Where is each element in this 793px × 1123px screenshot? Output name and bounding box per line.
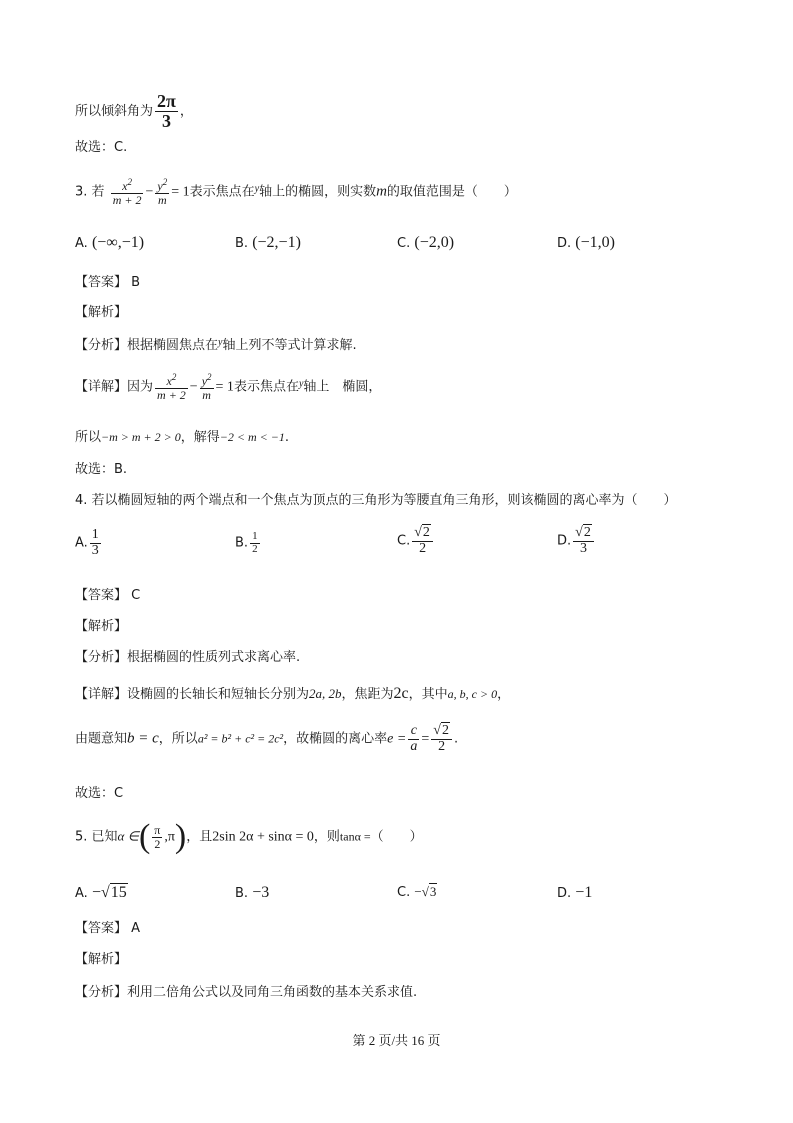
option-den: 2 <box>252 542 258 555</box>
option-value: (−1,0) <box>575 234 615 251</box>
q3-var-m: m <box>376 183 387 200</box>
q3-text1: 表示焦点在 <box>189 184 255 200</box>
l2-math3: e = <box>387 731 407 747</box>
q5-fenxi <box>75 986 417 999</box>
option-label: A. <box>75 236 88 251</box>
q3-so-line <box>75 431 289 444</box>
q3-f1-num: x <box>122 179 128 193</box>
option-minus: − <box>91 884 101 901</box>
q3-var-y: y <box>254 183 260 195</box>
q5-option-b <box>235 884 269 902</box>
page-footer: 第 2 页/共 16 页 <box>352 1033 441 1048</box>
l2-math1: b = c <box>127 730 159 747</box>
q5-math3: tanα = <box>339 829 371 844</box>
q3-fraction-y <box>155 178 169 206</box>
q4-select: 故选：C <box>75 786 124 801</box>
option-label: A. <box>75 535 88 551</box>
fenxi-text: 利用二倍角公式以及同角三角函数的基本关系求值. <box>127 985 418 1000</box>
l2-text3: ，故椭圆的离心率 <box>283 731 388 747</box>
option-den: 3 <box>580 540 587 556</box>
option-value: −1 <box>575 884 593 901</box>
q5-answer <box>75 922 140 935</box>
q5-math1: α ∈ <box>117 828 139 844</box>
detail-var: y <box>298 378 304 390</box>
detail-f2-den: m <box>202 387 211 402</box>
q5-option-c: C. −√3 <box>397 884 437 900</box>
detail-text2: 表示焦点在 <box>233 379 299 395</box>
so-math2: −2 < m < −1 <box>219 430 285 444</box>
q4-analysis-tag: 【解析】 <box>75 619 128 634</box>
frac-numerator: 2π <box>157 91 176 111</box>
option-radicand: 3 <box>429 884 437 899</box>
q5-analysis-tag: 【解析】 <box>75 952 128 967</box>
q4-detail-line2 <box>75 724 458 754</box>
q4-fenxi <box>75 651 300 664</box>
q5-math2: 2sin 2α + sinα = 0 <box>212 829 314 845</box>
q5-text1: ，且 <box>186 829 213 845</box>
answer-value: B <box>131 275 141 290</box>
answer-tag: 【答案】 <box>75 588 128 603</box>
q3-eq: = 1 <box>171 184 190 200</box>
so-text: 所以 <box>75 430 102 445</box>
fenxi-text: 根据椭圆的性质列式求离心率. <box>127 650 301 665</box>
q3-option-b <box>235 234 301 252</box>
q3-option-c <box>397 234 454 252</box>
detail-f2-sup: 2 <box>207 372 212 382</box>
option-den: 2 <box>419 540 427 556</box>
q3-fenxi <box>75 338 357 352</box>
q5-frac-den: 2 <box>154 836 161 851</box>
l2-end: . <box>453 731 459 747</box>
l2-text1: 由题意知 <box>75 731 128 747</box>
l2-frac-den: a <box>410 738 418 754</box>
option-value: (−∞,−1) <box>91 234 145 251</box>
q4-option-c: C. $\frac{√2}{2}$ <box>397 526 435 556</box>
text-line-inclination <box>75 92 193 131</box>
question-3 <box>75 178 517 206</box>
q4-option-a <box>75 528 103 558</box>
q4-detail <box>75 686 510 702</box>
q3-select: 故选：B. <box>75 462 128 477</box>
detail-tag: 【详解】 <box>75 687 128 702</box>
option-radicand: 15 <box>110 884 127 901</box>
fenxi-tag: 【分析】 <box>75 650 128 665</box>
fenxi-tag: 【分析】 <box>75 985 128 1000</box>
detail-f2-num: y <box>201 374 208 388</box>
q3-detail <box>75 373 381 401</box>
q3-f2-den: m <box>157 192 167 207</box>
detail-math1: 2a, 2b <box>309 686 342 701</box>
q3-text3: 的取值范围是（ ） <box>386 184 517 200</box>
option-value: −3 <box>252 884 270 901</box>
detail-text3: ，其中 <box>408 687 448 702</box>
option-label: C. <box>397 885 411 900</box>
option-den: 3 <box>91 542 99 558</box>
answer-tag: 【答案】 <box>75 275 128 290</box>
fenxi-text2: 轴上列不等式计算求解. <box>222 338 357 353</box>
q3-minus: − <box>145 184 154 200</box>
detail-text4: ， <box>497 687 511 702</box>
q5-text2: ，则 <box>313 829 340 845</box>
text-inclination: 所以倾斜角为 <box>75 103 154 119</box>
fenxi-tag: 【分析】 <box>75 338 128 353</box>
q3-answer <box>75 276 140 289</box>
detail-f1-den: m + 2 <box>157 387 186 402</box>
q3-fraction-x <box>111 178 144 206</box>
option-num: 1 <box>91 527 99 542</box>
q3-f2-sup: 2 <box>162 177 168 187</box>
l2-eq: = <box>421 731 430 747</box>
detail-f1-sup: 2 <box>171 372 177 382</box>
detail-text3: 轴上 椭圆， <box>303 379 382 395</box>
detail-tag: 【详解】 <box>75 379 128 395</box>
option-label: B. <box>235 236 249 251</box>
detail-text1: 因为 <box>127 379 154 395</box>
detail-eq: = 1 <box>215 379 234 395</box>
fenxi-text1: 根据椭圆焦点在 <box>127 338 219 353</box>
so-end: . <box>284 430 289 445</box>
q3-f1-sup: 2 <box>127 177 132 187</box>
so-math: −m > m + 2 > 0 <box>101 430 181 444</box>
option-num: 1 <box>252 530 258 542</box>
option-value: (−2,−1) <box>252 234 301 251</box>
q4-answer <box>75 589 140 602</box>
q5-number: 5. 已知 <box>75 829 118 845</box>
q5-option-a: A. −√15 <box>75 884 127 901</box>
q4-option-b <box>235 531 262 555</box>
option-value: (−2,0) <box>414 234 455 251</box>
l2-fraction-c-a <box>408 724 419 754</box>
q3-text2: 轴上的椭圆，则实数 <box>259 184 377 200</box>
detail-fraction-x <box>155 373 188 401</box>
select-line-1: 故选：C. <box>75 140 128 155</box>
option-minus: − <box>414 884 422 899</box>
q3-analysis-tag: 【解析】 <box>75 305 128 320</box>
option-radicand: 2 <box>583 525 591 540</box>
option-label: B. <box>235 535 249 551</box>
detail-fraction-y <box>200 373 214 401</box>
l2-frac-num: c <box>408 724 419 740</box>
option-label: B. <box>235 886 249 901</box>
question-5: 5. 已知α ∈( $\frac{\pi}{2}$ ,π)，且2sin 2α + sinα = 0，则tanα =（ ） <box>75 818 423 855</box>
detail-f1-num: x <box>166 374 172 388</box>
q3-option-a <box>75 234 144 252</box>
l2-text2: ，所以 <box>158 731 198 747</box>
l2-radicand: 2 <box>441 723 449 738</box>
answer-value: C <box>131 588 141 603</box>
q3-f2-num: y <box>157 179 163 193</box>
frac-denominator: 3 <box>161 110 171 131</box>
l2-math2: a² = b² + c² = 2c² <box>197 731 284 746</box>
answer-value: A <box>131 921 141 936</box>
q3-number: 3. 若 <box>75 184 105 200</box>
detail-math2: 2c <box>393 685 409 702</box>
option-radicand: 2 <box>422 525 430 540</box>
question-4: 4. 若以椭圆短轴的两个端点和一个焦点为顶点的三角形为等腰直角三角形，则该椭圆的离心率为（ ） <box>75 493 677 508</box>
q5-math1b: ,π <box>164 829 175 845</box>
option-label: A. <box>75 886 88 901</box>
detail-math3: a, b, c > 0 <box>447 687 498 701</box>
detail-text1: 设椭圆的长轴长和短轴长分别为 <box>127 687 310 702</box>
detail-minus: − <box>189 379 198 395</box>
so-mid: ，解得 <box>180 430 220 445</box>
q5-option-d <box>557 884 592 902</box>
option-label: D. <box>557 236 572 251</box>
answer-tag: 【答案】 <box>75 921 128 936</box>
option-label: D. <box>557 886 572 901</box>
q5-frac-num: π <box>154 822 161 837</box>
l2-fraction-sqrt2-2: $\frac{√2}{2}$ <box>431 724 452 754</box>
detail-text2: ，焦距为 <box>341 687 394 702</box>
q5-text3: （ ） <box>370 829 423 845</box>
fraction-2pi-3 <box>155 92 178 131</box>
q3-f1-den: m + 2 <box>112 192 142 207</box>
q3-option-d <box>557 234 615 252</box>
option-label: D. <box>557 533 572 549</box>
q5-fraction-pi-2 <box>152 824 162 850</box>
option-label: C. <box>397 236 411 251</box>
fenxi-var: y <box>218 337 223 348</box>
q4-option-d: D. $\frac{√2}{3}$ <box>557 526 596 556</box>
option-label: C. <box>397 533 411 549</box>
l2-den: 2 <box>438 738 446 754</box>
punct: ， <box>179 103 193 119</box>
